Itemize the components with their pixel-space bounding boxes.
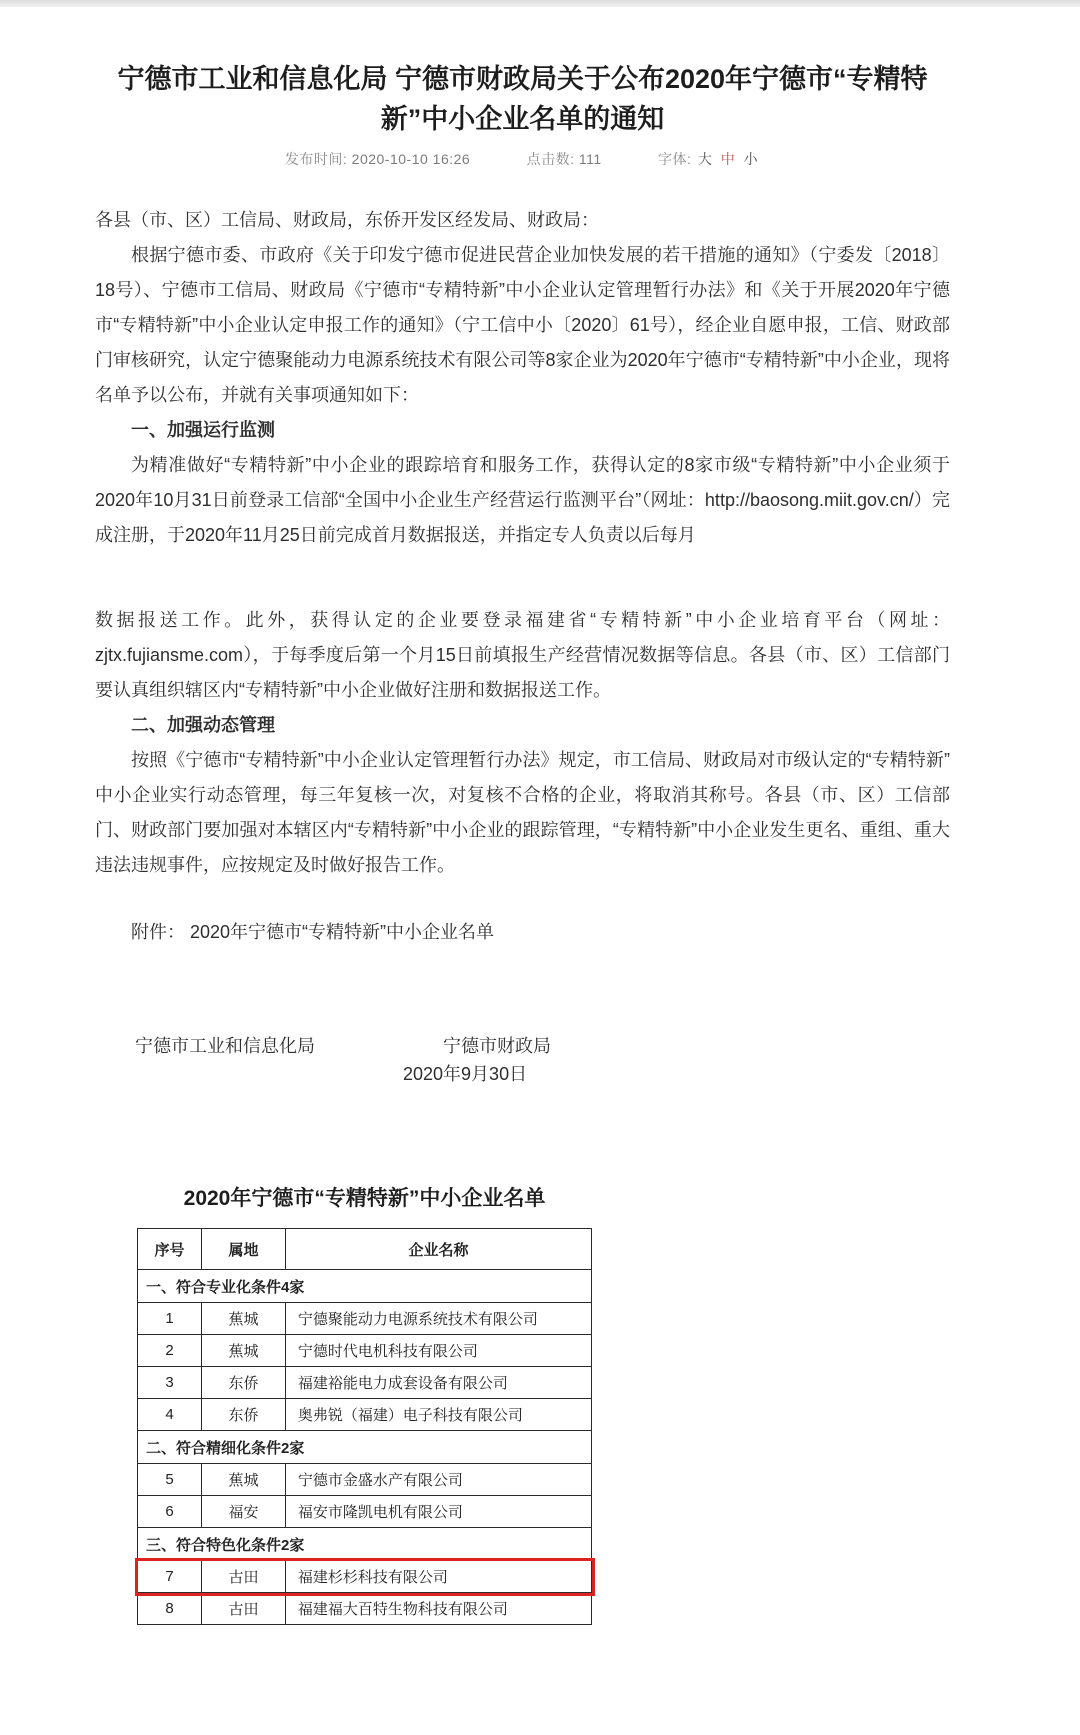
paragraph-monitoring-part1: 为精准做好“专精特新”中小企业的跟踪培育和服务工作，获得认定的8家市级“专精特新”中小企业须于2020年10月31日前登录工信部“全国中小企业生产经营运行监测平台”（网址：http://baosong.miit.gov.cn/）完成注册，于2020年11月25日前完成首月数据报送，并指定专人负责以后每月 <box>95 455 950 545</box>
publish-time-value: 2020-10-10 16:26 <box>351 151 471 167</box>
table-row-highlighted <box>138 1561 592 1593</box>
table-row <box>138 1303 592 1335</box>
table-row <box>138 1335 592 1367</box>
table-section-row <box>138 1528 592 1561</box>
table-section-label: 一、符合专业化条件4家 <box>138 1270 592 1303</box>
font-size-large-button[interactable]: 大 <box>697 151 713 167</box>
cell-company-name: 宁德聚能动力电源系统技术有限公司 <box>285 1303 591 1335</box>
article-page <box>0 59 1080 1625</box>
salutation-line: 各县（市、区）工信局、财政局，东侨开发区经发局、财政局： <box>95 210 599 230</box>
cell-index: 6 <box>138 1496 202 1528</box>
cell-company-name: 宁德时代电机科技有限公司 <box>285 1335 591 1367</box>
cell-company-name: 福建裕能电力成套设备有限公司 <box>285 1367 591 1399</box>
table-section-row <box>138 1431 592 1464</box>
cell-index: 7 <box>138 1561 202 1593</box>
cell-company-name: 宁德市金盛水产有限公司 <box>285 1464 591 1496</box>
table-section-row <box>138 1270 592 1303</box>
notice-body <box>95 203 950 950</box>
window-top-edge <box>0 0 1080 7</box>
paragraph-monitoring-part2: 数据报送工作。此外，获得认定的企业要登录福建省“专精特新”中小企业培育平台（网址：zjtx.fujiansme.com），于每季度后第一个月15日前填报生产经营情况数据等信息。各县（市、区）工信部门要认真组织辖区内“专精特新”中小企业做好注册和数据报送工作。 <box>95 610 950 700</box>
cell-index: 4 <box>138 1399 202 1431</box>
cell-company-name: 福安市隆凯电机有限公司 <box>285 1496 591 1528</box>
signature-date: 2020年9月30日 <box>403 1064 528 1084</box>
column-header-company: 企业名称 <box>285 1229 591 1270</box>
publish-time-label: 发布时间: <box>284 151 348 167</box>
attachment-line: 附件： 2020年宁德市“专精特新”中小企业名单 <box>131 922 495 942</box>
table-row <box>138 1464 592 1496</box>
article-meta-bar <box>95 149 950 169</box>
cell-index: 3 <box>138 1367 202 1399</box>
cell-region: 蕉城 <box>202 1464 286 1496</box>
table-header-row <box>138 1229 592 1270</box>
cell-region: 古田 <box>202 1593 286 1625</box>
cell-index: 8 <box>138 1593 202 1625</box>
cell-company-name: 奥弗锐（福建）电子科技有限公司 <box>285 1399 591 1431</box>
paragraph-dynamic-management: 按照《宁德市“专精特新”中小企业认定管理暂行办法》规定，市工信局、财政局对市级认定的“专精特新”中小企业实行动态管理，每三年复核一次，对复核不合格的企业，将取消其称号。各县（市、区）工信部门、财政部门要加强对本辖区内“专精特新”中小企业的跟踪管理，“专精特新”中小企业发生更名、重组、重大违法违规事件，应按规定及时做好报告工作。 <box>95 750 950 875</box>
cell-region: 东侨 <box>202 1367 286 1399</box>
cell-company-name: 福建福大百特生物科技有限公司 <box>285 1593 591 1625</box>
cell-region: 蕉城 <box>202 1335 286 1367</box>
signature-org-left: 宁德市工业和信息化局 <box>135 1036 315 1056</box>
column-header-region: 属地 <box>202 1229 286 1270</box>
page-title: 宁德市工业和信息化局 宁德市财政局关于公布2020年宁德市“专精特新”中小企业名单的通知 <box>117 64 928 134</box>
paragraph-basis: 根据宁德市委、市政府《关于印发宁德市促进民营企业加快发展的若干措施的通知》（宁委发〔2018〕18号）、宁德市工信局、财政局《宁德市“专精特新”中小企业认定管理暂行办法》和《关于开展2020年宁德市“专精特新”中小企业认定申报工作的通知》（宁工信中小〔2020〕61号），经企业自愿申报，工信、财政部门审核研究，认定宁德聚能动力电源系统技术有限公司等8家企业为2020年宁德市“专精特新”中小企业，现将名单予以公布，并就有关事项通知如下： <box>95 245 950 405</box>
publish-time <box>285 149 470 169</box>
appendix-section <box>95 1182 950 1625</box>
company-table-body <box>138 1270 592 1625</box>
table-row <box>138 1367 592 1399</box>
cell-company-name: 福建杉杉科技有限公司 <box>285 1561 591 1593</box>
cell-index: 2 <box>138 1335 202 1367</box>
cell-index: 1 <box>138 1303 202 1335</box>
section-heading-1: 一、加强运行监测 <box>131 420 275 440</box>
cell-region: 古田 <box>202 1561 286 1593</box>
cell-region: 蕉城 <box>202 1303 286 1335</box>
cell-index: 5 <box>138 1464 202 1496</box>
signature-org-right: 宁德市财政局 <box>443 1036 551 1056</box>
section-heading-2: 二、加强动态管理 <box>131 715 275 735</box>
table-row <box>138 1496 592 1528</box>
column-header-index: 序号 <box>138 1229 202 1270</box>
cell-region: 东侨 <box>202 1399 286 1431</box>
font-size-small-button[interactable]: 小 <box>743 151 759 167</box>
table-section-label: 二、符合精细化条件2家 <box>138 1431 592 1464</box>
hit-count-value: 111 <box>578 151 602 167</box>
font-size-label: 字体: <box>658 151 692 167</box>
table-section-label: 三、符合特色化条件2家 <box>138 1528 592 1561</box>
font-size-selector <box>658 149 760 169</box>
signature-block <box>95 1032 950 1058</box>
appendix-table-title: 2020年宁德市“专精特新”中小企业名单 <box>183 1187 546 1210</box>
font-size-medium-button[interactable]: 中 <box>720 151 736 167</box>
company-table <box>137 1228 592 1625</box>
hit-count-label: 点击数: <box>526 151 575 167</box>
cell-region: 福安 <box>202 1496 286 1528</box>
hit-count <box>527 149 602 169</box>
table-row <box>138 1593 592 1625</box>
table-row <box>138 1399 592 1431</box>
